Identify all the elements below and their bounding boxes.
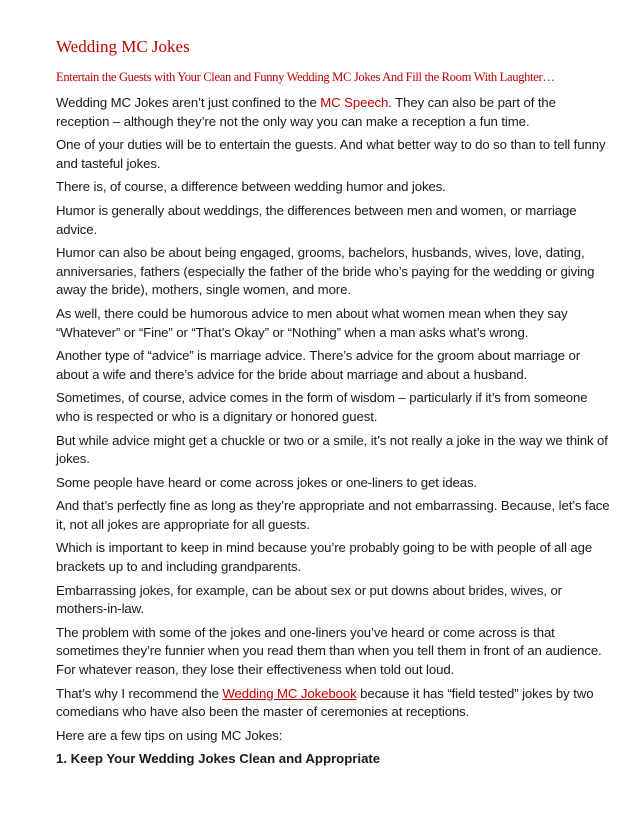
document-page <box>56 30 612 769</box>
paragraph-15-text-b: because it has “field tested” jokes by two comedians who have also been the master of ceremonies at receptions. <box>56 685 594 720</box>
paragraph-9: But while advice might get a chuckle or two or a smile, it’s not really a joke in the way we think of jokes. <box>56 432 608 467</box>
paragraph-12: Which is important to keep in mind because you’re probably going to be with people of all age brackets up to and including grandparents. <box>56 540 593 575</box>
mc-speech-link[interactable]: MC Speech <box>320 95 389 110</box>
paragraph-16: Here are a few tips on using MC Jokes: <box>56 727 283 743</box>
paragraph-1-text-a: Wedding MC Jokes aren’t just confined to the <box>56 95 321 110</box>
paragraph-3: There is, of course, a difference between wedding humor and jokes. <box>56 179 446 195</box>
paragraph-5: Humor can also be about being engaged, grooms, bachelors, husbands, wives, love, dating, anniversaries, fathers (especially the father of the bride who’s paying for the wedding or giving away the bride), mothers, single women, and more. <box>56 245 595 298</box>
paragraph-13: Embarrassing jokes, for example, can be about sex or put downs about brides, wives, or mothers-in-law. <box>56 582 562 617</box>
paragraph-15-text-a: That’s why I recommend the <box>56 685 223 701</box>
page-subtitle: Entertain the Guests with Your Clean and Funny Wedding MC Jokes And Fill the Room With Laughter… <box>56 70 555 84</box>
paragraph-7: Another type of “advice” is marriage advice. There’s advice for the groom about marriage or about a wife and there’s advice for the bride about marriage and about a husband. <box>56 348 581 382</box>
paragraph-10: Some people have heard or come across jokes or one-liners to get ideas. <box>56 474 477 490</box>
paragraph-1 <box>56 94 612 131</box>
wedding-mc-jokebook-link[interactable]: Wedding MC Jokebook <box>222 685 357 701</box>
paragraph-1-text-b: . They can also be part of the reception – although they’re not the only way you can make a reception a fun time. <box>56 95 556 129</box>
page-title: Wedding MC Jokes <box>56 37 190 56</box>
paragraph-2: One of your duties will be to entertain the guests. And what better way to do so than to tell funny and tasteful jokes. <box>56 137 606 171</box>
paragraph-8: Sometimes, of course, advice comes in the form of wisdom – particularly if it’s from someone who is respected or who is a dignitary or honored guest. <box>56 390 588 424</box>
section-heading-1: 1. Keep Your Wedding Jokes Clean and Appropriate <box>56 751 381 767</box>
paragraph-14: The problem with some of the jokes and one-liners you’ve heard or come across is that sometimes they’re funnier when you read them than when you tell them in front of an audience. For whatever reason, they lose their effectiveness when told out loud. <box>56 624 602 678</box>
paragraph-4: Humor is generally about weddings, the differences between men and women, or marriage advice. <box>56 202 577 237</box>
paragraph-11: And that’s perfectly fine as long as they’re appropriate and not embarrassing. Because, let’s face it, not all jokes are appropriate for all guests. <box>56 498 610 532</box>
paragraph-15 <box>56 685 612 722</box>
paragraph-6: As well, there could be humorous advice to men about what women mean when they say “Whatever” or “Fine” or “That’s Okay” or “Nothing” when a man asks what’s wrong. <box>56 305 568 340</box>
